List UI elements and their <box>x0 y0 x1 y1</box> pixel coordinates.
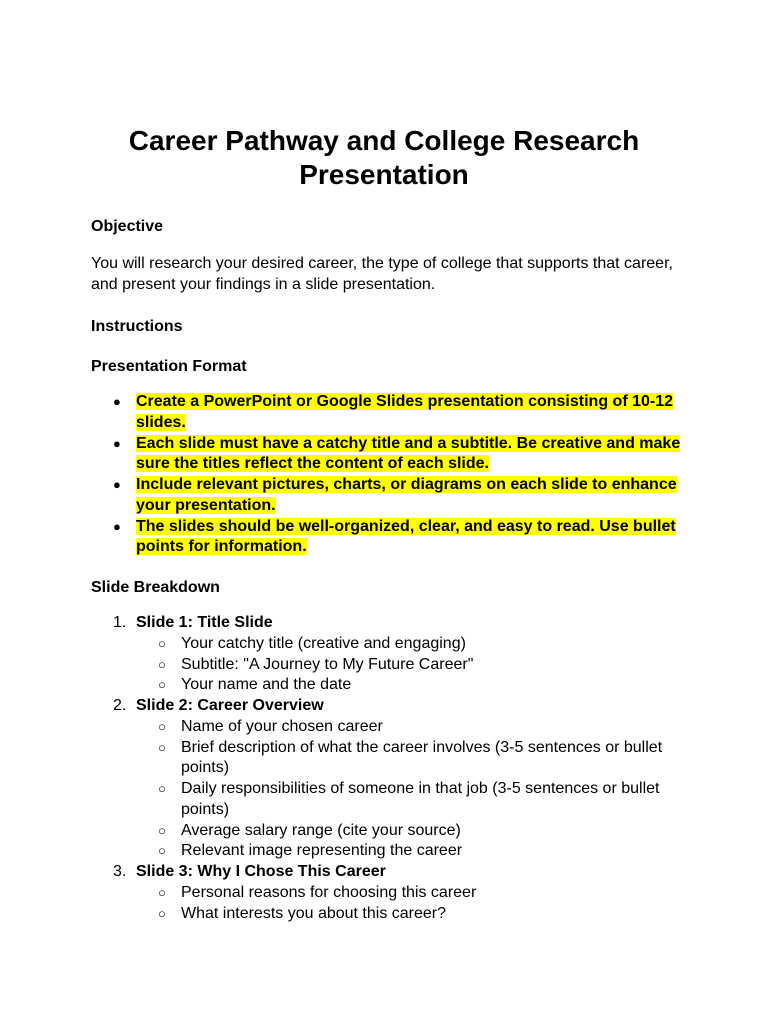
list-number: 3. <box>113 863 127 880</box>
bullet-icon: ● <box>113 477 121 492</box>
circle-bullet-icon: ○ <box>158 843 166 859</box>
list-item <box>136 904 691 925</box>
circle-bullet-icon: ○ <box>158 884 166 900</box>
list-item <box>136 841 691 862</box>
document-title: Career Pathway and College Research Presentation <box>128 125 640 190</box>
bullet-icon: ● <box>113 394 121 409</box>
circle-bullet-icon: ○ <box>158 677 166 693</box>
list-item-text: Name of your chosen career <box>181 717 383 735</box>
presentation-format-list <box>91 392 691 558</box>
list-item-text: Your catchy title (creative and engaging) <box>181 634 466 652</box>
slide-sublist <box>136 883 691 925</box>
circle-bullet-icon: ○ <box>158 822 166 838</box>
bullet-icon: ● <box>113 435 121 451</box>
list-item-text: Relevant image representing the career <box>181 842 463 860</box>
list-item-text: Brief description of what the career involves (3-5 sentences or bullet points) <box>181 738 663 777</box>
list-item-text: Average salary range (cite your source) <box>181 821 461 839</box>
slide-item-2 <box>91 696 691 862</box>
list-number: 2. <box>113 697 127 714</box>
bullet-text: Each slide must have a catchy title and a subtitle. Be creative and make sure the titles reflect the content of each slide. <box>136 434 681 473</box>
list-item-text: Subtitle: "A Journey to My Future Career" <box>181 655 474 673</box>
list-item <box>91 517 691 559</box>
list-item <box>91 392 691 434</box>
bullet-text: The slides should be well-organized, clear, and easy to read. Use bullet points for information. <box>136 517 676 556</box>
list-item-text: What interests you about this career? <box>181 904 447 922</box>
bullet-text: Create a PowerPoint or Google Slides presentation consisting of 10-12 slides. <box>136 393 674 431</box>
presentation-format-heading: Presentation Format <box>91 358 247 375</box>
circle-bullet-icon: ○ <box>158 656 166 672</box>
slide-item-3 <box>91 862 691 924</box>
list-item <box>136 821 691 842</box>
bullet-text: Include relevant pictures, charts, or diagrams on each slide to enhance your presentation. <box>136 476 677 514</box>
list-item <box>136 779 691 821</box>
slide-sublist <box>136 717 691 862</box>
circle-bullet-icon: ○ <box>158 718 166 734</box>
list-item-text: Personal reasons for choosing this career <box>181 883 477 901</box>
list-item <box>91 434 691 476</box>
list-item <box>136 675 691 696</box>
circle-bullet-icon: ○ <box>158 739 166 755</box>
list-item <box>136 717 691 738</box>
slide-title: Slide 2: Career Overview <box>136 697 324 714</box>
objective-heading: Objective <box>91 218 164 235</box>
circle-bullet-icon: ○ <box>158 781 166 796</box>
instructions-heading: Instructions <box>91 318 183 335</box>
slide-title: Slide 3: Why I Chose This Career <box>136 863 386 880</box>
list-item <box>136 655 691 676</box>
slide-sublist <box>136 634 691 696</box>
bullet-icon: ● <box>113 518 121 534</box>
objective-text: You will research your desired career, the type of college that supports that career, and present your findings in a slide presentation. <box>91 255 673 293</box>
list-item <box>136 883 691 904</box>
list-item-text: Your name and the date <box>181 676 352 694</box>
list-item <box>91 475 691 517</box>
slide-item-1 <box>91 613 691 696</box>
slide-breakdown-heading: Slide Breakdown <box>91 579 220 596</box>
list-item <box>136 634 691 655</box>
slide-breakdown-list <box>91 613 691 924</box>
circle-bullet-icon: ○ <box>158 905 166 921</box>
list-item-text: Daily responsibilities of someone in that job (3-5 sentences or bullet points) <box>181 780 660 818</box>
slide-title: Slide 1: Title Slide <box>136 614 273 631</box>
circle-bullet-icon: ○ <box>158 635 166 651</box>
list-item <box>136 738 691 780</box>
list-number: 1. <box>113 614 127 631</box>
